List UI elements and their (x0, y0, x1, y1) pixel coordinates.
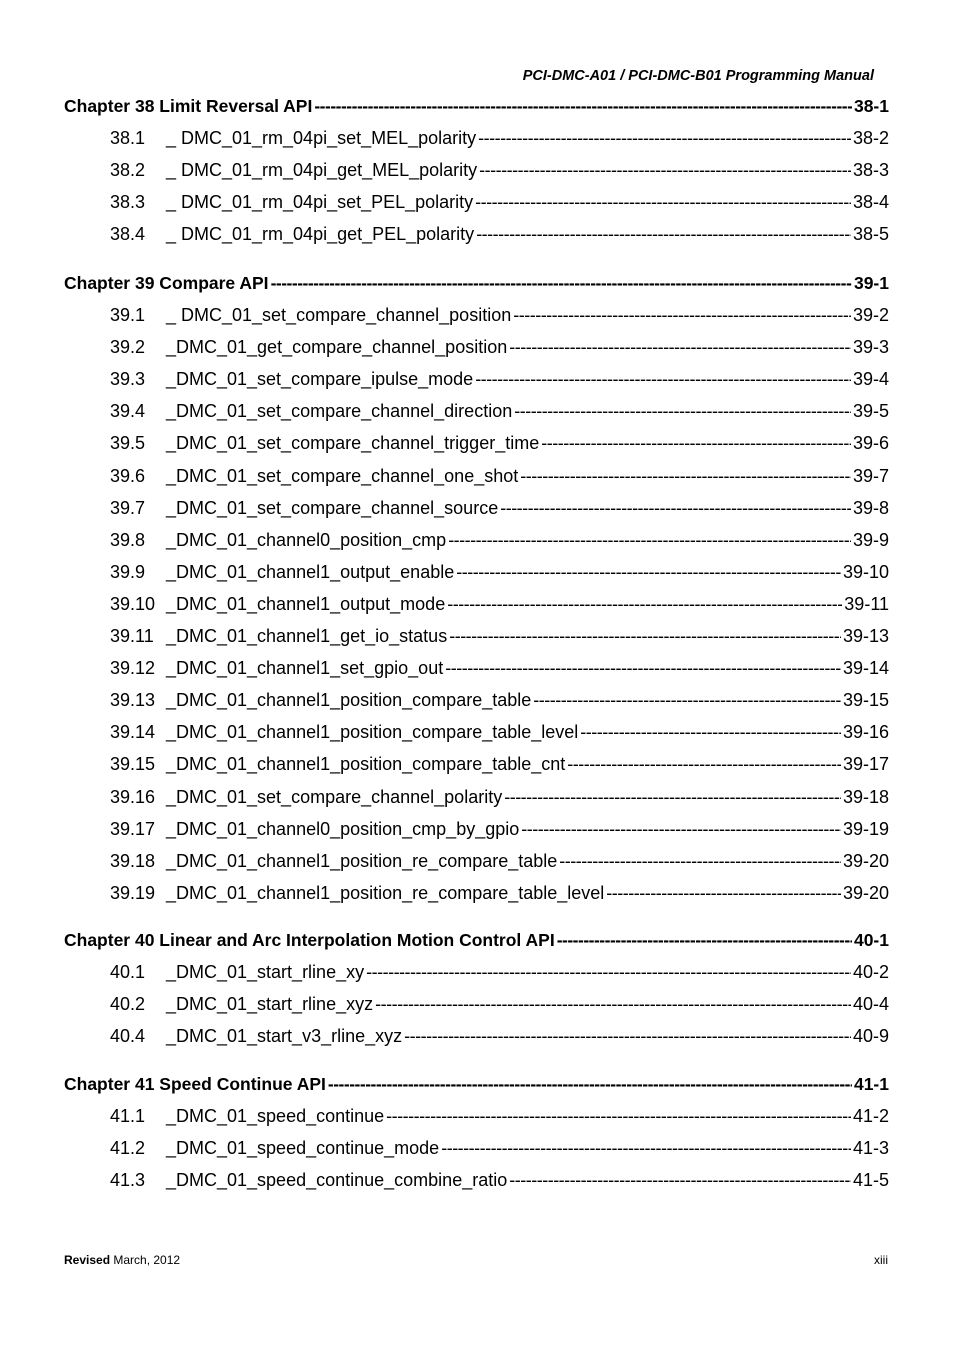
entry-title: _DMC_01_start_v3_rline_xyz (166, 1026, 403, 1046)
entry-page-number: 38-4 (852, 192, 889, 212)
chapter-title: Chapter 38 Limit Reversal API (64, 96, 313, 116)
toc-entry-row[interactable] (110, 720, 889, 744)
toc-chapter-row[interactable] (64, 1072, 889, 1096)
toc-entry-row[interactable] (110, 592, 889, 616)
entry-number: 39.7 (110, 498, 146, 518)
entry-title: _DMC_01_set_compare_channel_one_shot (166, 466, 519, 486)
toc-entry-row[interactable] (110, 881, 889, 905)
dot-leader (375, 992, 851, 1016)
entry-page-number: 39-6 (852, 433, 889, 453)
toc-entry-row[interactable] (110, 1136, 889, 1160)
chapter-title: Chapter 41 Speed Continue API (64, 1074, 326, 1094)
entry-title: _ DMC_01_set_compare_channel_position (166, 305, 512, 325)
entry-title: _DMC_01_set_compare_channel_source (166, 498, 499, 518)
dot-leader (514, 399, 851, 423)
entry-title: _ DMC_01_rm_04pi_set_MEL_polarity (166, 128, 477, 148)
entry-page-number: 39-10 (842, 562, 889, 582)
entry-page-number: 39-9 (852, 530, 889, 550)
dot-leader (475, 190, 851, 214)
entry-page-number: 39-19 (842, 819, 889, 839)
toc-entry-row[interactable] (110, 367, 889, 391)
entry-number: 39.5 (110, 433, 146, 453)
entry-title: _DMC_01_start_rline_xy (166, 962, 365, 982)
entry-number: 38.4 (110, 224, 146, 244)
dot-leader (404, 1024, 851, 1048)
entry-page-number: 39-17 (842, 754, 889, 774)
entry-number: 39.15 (110, 754, 156, 774)
entry-page-number: 39-5 (852, 401, 889, 421)
entry-page-number: 41-3 (852, 1138, 889, 1158)
entry-page-number: 40-4 (852, 994, 889, 1014)
toc-entry-row[interactable] (110, 688, 889, 712)
entry-number: 39.12 (110, 658, 156, 678)
dot-leader (475, 367, 851, 391)
entry-page-number: 39-14 (842, 658, 889, 678)
entry-title: _DMC_01_channel1_get_io_status (166, 626, 448, 646)
toc-entry-row[interactable] (110, 656, 889, 680)
entry-page-number: 39-15 (842, 690, 889, 710)
entry-title: _DMC_01_channel1_position_compare_table (166, 690, 532, 710)
entry-number: 38.2 (110, 160, 146, 180)
dot-leader (504, 785, 841, 809)
dot-leader (456, 560, 841, 584)
dot-leader (557, 928, 852, 952)
entry-page-number: 38-3 (852, 160, 889, 180)
toc-entry-row[interactable] (110, 560, 889, 584)
toc-entry-row[interactable] (110, 496, 889, 520)
dot-leader (441, 1136, 851, 1160)
entry-number: 39.1 (110, 305, 146, 325)
entry-page-number: 38-5 (852, 224, 889, 244)
dot-leader (447, 592, 842, 616)
entry-number: 39.2 (110, 337, 146, 357)
entry-title: _DMC_01_start_rline_xyz (166, 994, 374, 1014)
toc-entry-row[interactable] (110, 335, 889, 359)
footer-page-number: xiii (874, 1253, 888, 1267)
entry-number: 40.1 (110, 962, 146, 982)
toc-entry-row[interactable] (110, 992, 889, 1016)
toc-entry-row[interactable] (110, 431, 889, 455)
toc-entry-row[interactable] (110, 1168, 889, 1192)
running-header: PCI-DMC-A01 / PCI-DMC-B01 Programming Manual (522, 68, 874, 84)
entry-number: 39.14 (110, 722, 156, 742)
dot-leader (559, 849, 841, 873)
toc-entry-row[interactable] (110, 126, 889, 150)
entry-page-number: 39-7 (852, 466, 889, 486)
toc-entry-row[interactable] (110, 1024, 889, 1048)
entry-page-number: 40-9 (852, 1026, 889, 1046)
entry-title: _DMC_01_channel1_position_re_compare_table (166, 851, 558, 871)
toc-entry-row[interactable] (110, 849, 889, 873)
entry-number: 39.16 (110, 787, 156, 807)
entry-page-number: 39-4 (852, 369, 889, 389)
toc-chapter-row[interactable] (64, 271, 889, 295)
entry-number: 40.4 (110, 1026, 146, 1046)
footer-revised-label: Revised (64, 1253, 111, 1267)
chapter-page-number: 40-1 (853, 930, 889, 950)
entry-number: 39.17 (110, 819, 156, 839)
entry-number: 39.8 (110, 530, 146, 550)
entry-number: 41.2 (110, 1138, 146, 1158)
toc-entry-row[interactable] (110, 817, 889, 841)
dot-leader (328, 1072, 852, 1096)
entry-title: _ DMC_01_rm_04pi_get_PEL_polarity (166, 224, 475, 244)
footer-revised-date: March, 2012 (113, 1253, 181, 1267)
entry-title: _DMC_01_channel1_position_re_compare_table_level (166, 883, 605, 903)
entry-number: 41.3 (110, 1170, 146, 1190)
entry-title: _DMC_01_speed_continue_mode (166, 1138, 440, 1158)
toc-entry-row[interactable] (110, 785, 889, 809)
dot-leader (445, 656, 841, 680)
entry-number: 39.4 (110, 401, 146, 421)
dot-leader (476, 222, 851, 246)
toc-entry-row[interactable] (110, 222, 889, 246)
entry-title: _DMC_01_channel0_position_cmp_by_gpio (166, 819, 520, 839)
entry-page-number: 41-2 (852, 1106, 889, 1126)
dot-leader (567, 752, 841, 776)
entry-page-number: 39-16 (842, 722, 889, 742)
entry-title: _DMC_01_channel1_output_mode (166, 594, 446, 614)
toc-chapter-row[interactable] (64, 928, 889, 952)
entry-number: 39.19 (110, 883, 156, 903)
toc-entry-row[interactable] (110, 528, 889, 552)
chapter-page-number: 39-1 (853, 273, 889, 293)
toc-entry-row[interactable] (110, 303, 889, 327)
entry-title: _DMC_01_get_compare_channel_position (166, 337, 508, 357)
dot-leader (533, 688, 841, 712)
dot-leader (513, 303, 851, 327)
toc-entry-row[interactable] (110, 1104, 889, 1128)
entry-number: 39.10 (110, 594, 156, 614)
entry-title: _DMC_01_set_compare_channel_trigger_time (166, 433, 540, 453)
chapter-page-number: 41-1 (853, 1074, 889, 1094)
entry-number: 39.11 (110, 626, 154, 646)
toc-entry-row[interactable] (110, 624, 889, 648)
entry-number: 38.3 (110, 192, 146, 212)
dot-leader (449, 624, 841, 648)
dot-leader (509, 1168, 851, 1192)
entry-number: 39.6 (110, 466, 146, 486)
entry-title: _DMC_01_speed_continue_combine_ratio (166, 1170, 508, 1190)
toc-entry-row[interactable] (110, 752, 889, 776)
toc-entry-row[interactable] (110, 399, 889, 423)
entry-title: _DMC_01_speed_continue (166, 1106, 385, 1126)
entry-title: _DMC_01_set_compare_channel_polarity (166, 787, 503, 807)
entry-title: _DMC_01_channel0_position_cmp (166, 530, 447, 550)
entry-page-number: 39-20 (842, 851, 889, 871)
dot-leader (478, 126, 851, 150)
dot-leader (448, 528, 851, 552)
entry-title: _DMC_01_channel1_output_enable (166, 562, 455, 582)
entry-page-number: 40-2 (852, 962, 889, 982)
dot-leader (606, 881, 841, 905)
entry-number: 39.9 (110, 562, 146, 582)
entry-number: 39.3 (110, 369, 146, 389)
entry-title: _ DMC_01_rm_04pi_set_PEL_polarity (166, 192, 474, 212)
dot-leader (500, 496, 851, 520)
entry-number: 41.1 (110, 1106, 146, 1126)
toc-entry-row[interactable] (110, 158, 889, 182)
dot-leader (580, 720, 841, 744)
entry-page-number: 39-20 (842, 883, 889, 903)
entry-title: _DMC_01_channel1_position_compare_table_cnt (166, 754, 566, 774)
entry-page-number: 39-11 (844, 594, 889, 614)
dot-leader (314, 94, 852, 118)
entry-number: 39.18 (110, 851, 156, 871)
entry-page-number: 39-3 (852, 337, 889, 357)
entry-title: _DMC_01_set_compare_ipulse_mode (166, 369, 474, 389)
chapter-title: Chapter 39 Compare API (64, 273, 269, 293)
entry-number: 40.2 (110, 994, 146, 1014)
dot-leader (366, 960, 851, 984)
entry-page-number: 41-5 (852, 1170, 889, 1190)
dot-leader (386, 1104, 851, 1128)
dot-leader (520, 464, 851, 488)
dot-leader (509, 335, 851, 359)
chapter-page-number: 38-1 (853, 96, 889, 116)
toc-entry-row[interactable] (110, 960, 889, 984)
entry-title: _ DMC_01_rm_04pi_get_MEL_polarity (166, 160, 478, 180)
entry-page-number: 38-2 (852, 128, 889, 148)
chapter-title: Chapter 40 Linear and Arc Interpolation Motion Control API (64, 930, 555, 950)
entry-number: 39.13 (110, 690, 156, 710)
footer-revision (64, 1253, 180, 1267)
entry-page-number: 39-13 (842, 626, 889, 646)
entry-page-number: 39-8 (852, 498, 889, 518)
entry-page-number: 39-2 (852, 305, 889, 325)
toc-entry-row[interactable] (110, 190, 889, 214)
toc-chapter-row[interactable] (64, 94, 889, 118)
entry-title: _DMC_01_channel1_position_compare_table_level (166, 722, 579, 742)
entry-page-number: 39-18 (842, 787, 889, 807)
entry-title: _DMC_01_set_compare_channel_direction (166, 401, 513, 421)
dot-leader (521, 817, 841, 841)
dot-leader (541, 431, 851, 455)
dot-leader (479, 158, 851, 182)
entry-number: 38.1 (110, 128, 146, 148)
toc-entry-row[interactable] (110, 464, 889, 488)
dot-leader (271, 271, 852, 295)
entry-title: _DMC_01_channel1_set_gpio_out (166, 658, 444, 678)
